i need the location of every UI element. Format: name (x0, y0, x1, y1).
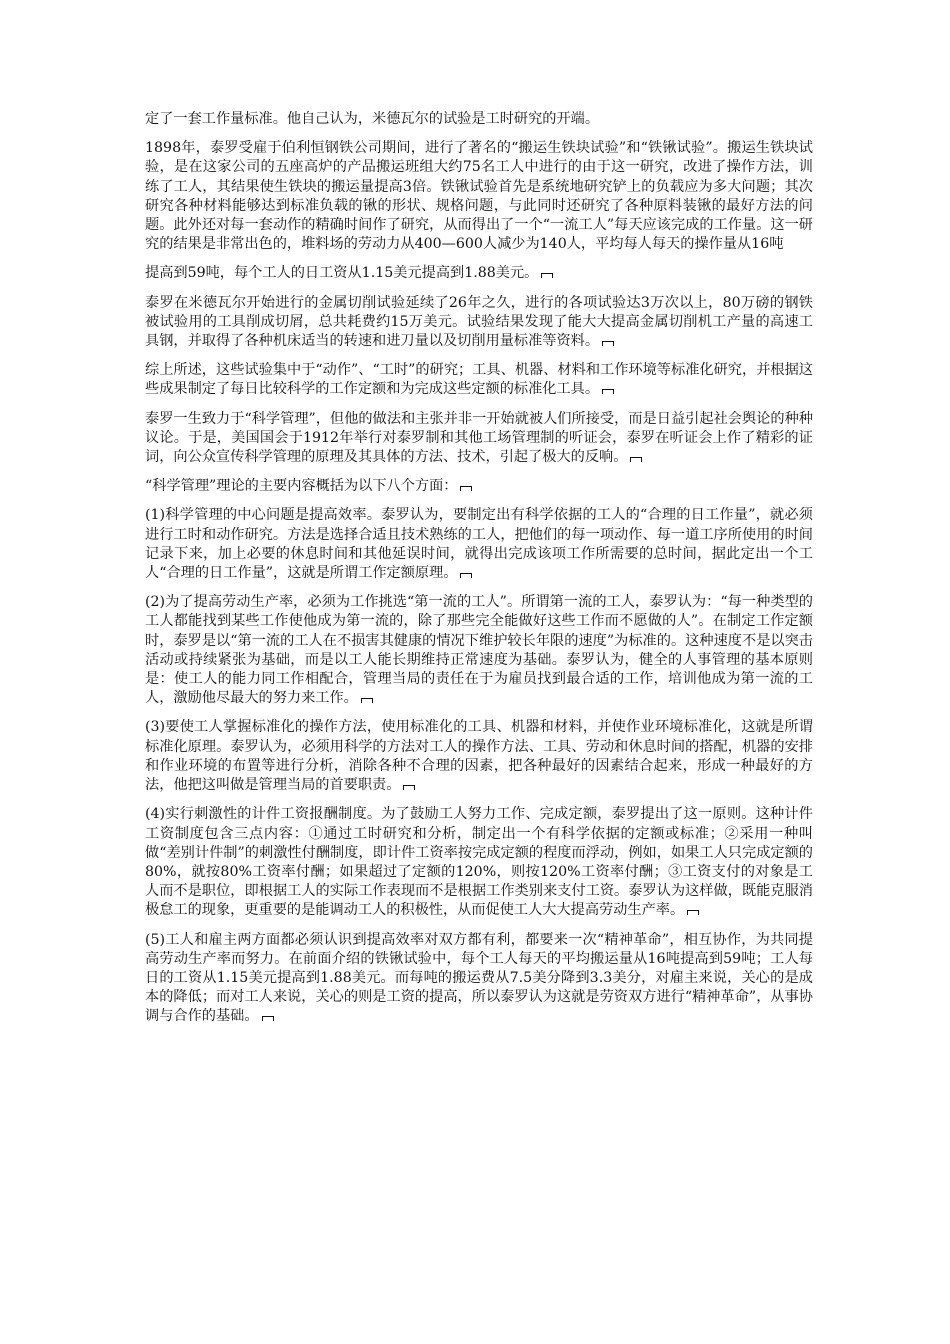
paragraph-end-mark-icon (361, 694, 373, 704)
paragraph-text: “科学管理”理论的主要内容概括为以下八个方面： (145, 478, 458, 495)
paragraph-summary (145, 361, 813, 399)
paragraph-wage-increase (145, 264, 813, 283)
paragraph-text: 1898年，泰罗受雇于伯利恒钢铁公司期间，进行了著名的“搬运生铁块试验”和“铁锹试验”。搬运生铁块试验，是在这家公司的五座高炉的产品搬运班组大约75名工人中进行的由于这一研究，改进了操作方法，训练了工人，其结果使生铁块的搬运量提高3倍。铁锹试验首先是系统地研究铲上的负载应为多大问题；其次研究各种材料能够达到标准负载的锹的形状、规格问题，与此同时还研究了各种原料装锹的最好方法的问题。此外还对每一套动作的精确时间作了研究，从而得出了一个“一流工人”每天应该完成的工作量。这一研究的结果是非常出色的，堆料场的劳动力从400—600人减少为140人，平均每人每天的操作量从16吨 (145, 140, 813, 253)
document-body (145, 110, 813, 1037)
paragraph-point-5 (145, 931, 813, 1027)
paragraph-end-mark-icon (262, 1012, 274, 1022)
paragraph-intro-end (145, 110, 813, 129)
paragraph-end-mark-icon (602, 337, 614, 347)
paragraph-congress-hearing (145, 410, 813, 468)
paragraph-point-1 (145, 506, 813, 583)
paragraph-text: 泰罗在米德瓦尔开始进行的金属切削试验延续了26年之久，进行的各项试验达3万次以上，80万磅的钢铁被试验用的工具削成切屑，总共耗费约15万美元。试验结果发现了能大大提高金属切削机工产量的高速工具钢，并取得了各种机床适当的转速和进刀量以及切削用量标准等资料。 (145, 294, 813, 350)
paragraph-text: 定了一套工作量标准。他自己认为，米德瓦尔的试验是工时研究的开端。 (145, 111, 600, 127)
paragraph-metal-cutting (145, 294, 813, 352)
paragraph-text: 提高到59吨，每个工人的日工资从1.15美元提高到1.88美元。 (145, 265, 539, 282)
paragraph-end-mark-icon (541, 269, 553, 279)
paragraph-end-mark-icon (630, 453, 642, 463)
paragraph-eight-aspects-heading (145, 477, 813, 496)
paragraph-end-mark-icon (460, 482, 472, 492)
paragraph-text: (4)实行刺激性的计件工资报酬制度。为了鼓励工人努力工作、完成定额，泰罗提出了这一原则。这种计件工资制度包含三点内容：①通过工时研究和分析，制定出一个有科学依据的定额或标准；②采用一种叫做“差别计件制”的刺激性付酬制度，即计件工资率按完成定额的程度而浮动，例如，如果工人只完成定额的80%，就按80%工资率付酬；如果超过了定额的120%，则按120%工资率付酬；③工资支付的对象是工人而不是职位，即根据工人的实际工作表现而不是根据工作类别来支付工资。泰罗认为这样做，既能克服消极怠工的现象，更重要的是能调动工人的积极性，从而促使工人大大提高劳动生产率。 (145, 806, 813, 919)
paragraph-end-mark-icon (403, 781, 415, 791)
paragraph-text: (1)科学管理的中心问题是提高效率。泰罗认为，要制定出有科学依据的工人的“合理的日工作量”，就必须进行工时和动作研究。方法是选择合适且技术熟练的工人，把他们的每一项动作、每一道工序所使用的时间记录下来，加上必要的休息时间和其他延误时间，就得出完成该项工作所需要的总时间，据此定出一个工人“合理的日工作量”，这就是所谓工作定额原理。 (145, 507, 813, 582)
paragraph-point-4 (145, 805, 813, 920)
paragraph-end-mark-icon (460, 569, 472, 579)
paragraph-end-mark-icon (687, 906, 699, 916)
paragraph-end-mark-icon (602, 385, 614, 395)
paragraph-point-3 (145, 718, 813, 795)
paragraph-text: (3)要使工人掌握标准化的操作方法，使用标准化的工具、机器和材料，并使作业环境标准化，这就是所谓标准化原理。泰罗认为，必须用科学的方法对工人的操作方法、工具、劳动和休息时间的搭配，机器的安排和作业环境的布置等进行分析，消除各种不合理的因素，把各种最好的因素结合起来，形成一种最好的方法，他把这叫做是管理当局的首要职责。 (145, 719, 813, 794)
paragraph-text: (5)工人和雇主两方面都必须认识到提高效率对双方都有利，都要来一次“精神革命”，相互协作，为共同提高劳动生产率而努力。在前面介绍的铁锹试验中，每个工人每天的平均搬运量从16吨提高到59吨；工人每日的工资从1.15美元提高到1.88美元。而每吨的搬运费从7.5美分降到3.3美分，对雇主来说，关心的是成本的降低；而对工人来说，关心的则是工资的提高，所以泰罗认为这就是劳资双方进行“精神革命”，从事协调与合作的基础。 (145, 931, 813, 1025)
paragraph-point-2 (145, 593, 813, 708)
paragraph-text: (2)为了提高劳动生产率，必须为工作挑选“第一流的工人”。所谓第一流的工人，泰罗认为：“每一种类型的工人都能找到某些工作使他成为第一流的，除了那些完全能做好这些工作而不愿做的人”。在制定工作定额时，泰罗是以“第一流的工人在不损害其健康的情况下维护较长年限的速度”为标准的。这种速度不是以突击活动或持续紧张为基础，而是以工人能长期维持正常速度为基础。泰罗认为，健全的人事管理的基本原则是：使工人的能力同工作相配合，管理当局的责任在于为雇员找到最合适的工作，培训他成为第一流的工人，激励他尽最大的努力来工作。 (145, 594, 813, 707)
paragraph-text: 泰罗一生致力于“科学管理”，但他的做法和主张并非一开始就被人们所接受，而是日益引起社会舆论的种种议论。于是，美国国会于1912年举行对泰罗制和其他工场管理制的听证会，泰罗在听证会上作了精彩的证词，向公众宣传科学管理的原理及其具体的方法、技术，引起了极大的反响。 (145, 410, 813, 466)
paragraph-bethlehem-experiments (145, 139, 813, 254)
paragraph-text: 综上所述，这些试验集中于“动作”、“工时”的研究；工具、机器、材料和工作环境等标准化研究，并根据这些成果制定了每日比较科学的工作定额和为完成这些定额的标准化工具。 (145, 362, 813, 398)
